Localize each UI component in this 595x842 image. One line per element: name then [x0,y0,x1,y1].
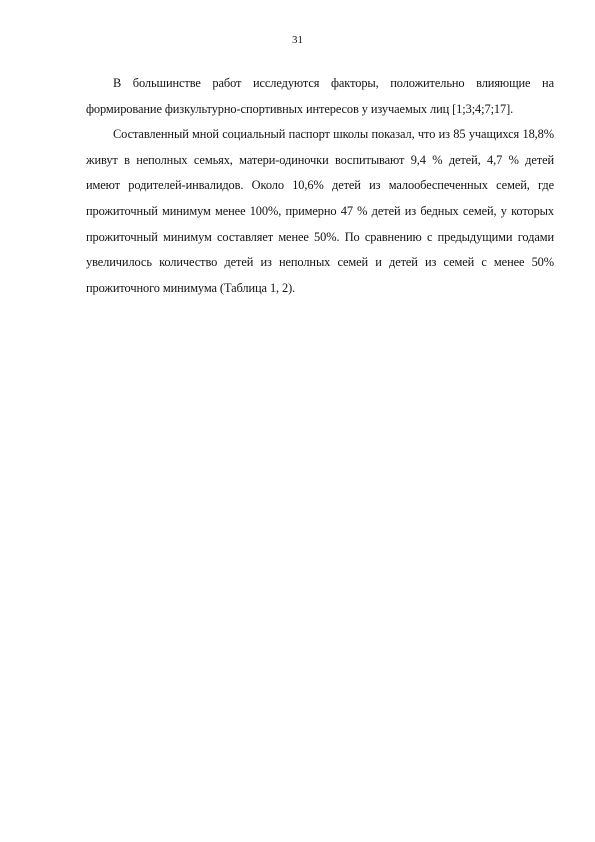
paragraph-social-passport: Составленный мной социальный паспорт школы показал, что из 85 учащихся 18,8% живут в неполных семьях, матери-одиночки воспитывают 9,4 % детей, 4,7 % детей имеют родителей-инвалидов. Около 10,6% детей из малообеспеченных семей, где прожиточный минимум менее 100%, примерно 47 % детей из бедных семей, у которых прожиточный минимум составляет менее 50%. По сравнению с предыдущими годами увеличилось количество детей из неполных семей и детей из семей с менее 50% прожиточного минимума (Таблица 1, 2). [86,127,554,295]
paragraph-factors: В большинстве работ исследуются факторы, положительно влияющие на формирование физкультурно-спортивных интересов у изучаемых лиц [1;3;4;7;17]. [86,76,554,116]
document-body [86,71,554,301]
page-number: 31 [292,34,303,46]
